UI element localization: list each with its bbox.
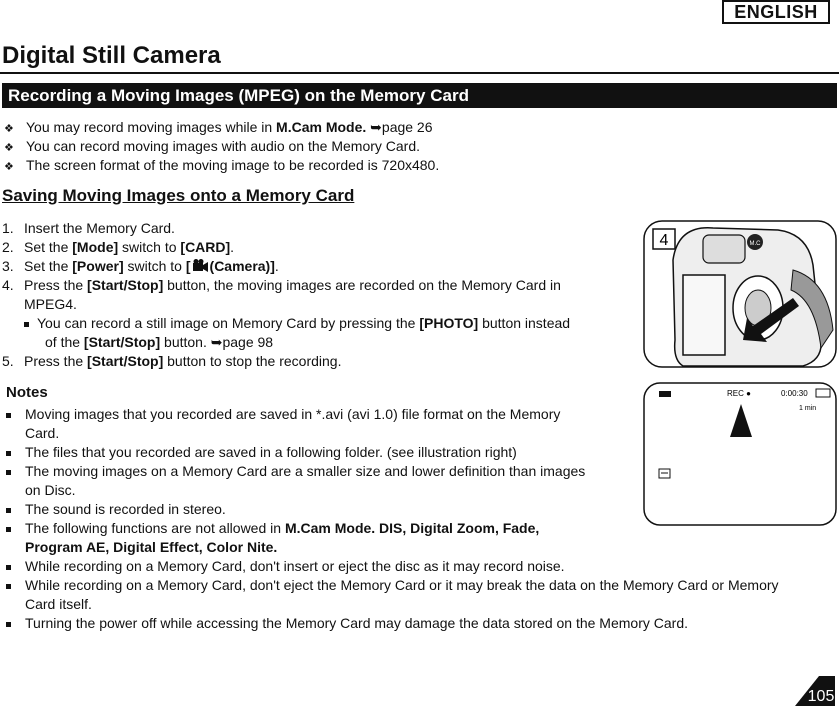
section-title-bar: Recording a Moving Images (MPEG) on the Memory Card [2,83,837,108]
diamond-bullet-icon: ❖ [4,142,14,154]
note-item-continued: Card itself. [25,596,92,612]
dial-label: M.C [749,241,761,247]
intro-list [4,118,439,175]
step-item: 5. Press the [Start/Stop] button to stop the recording. [2,353,342,369]
time-counter: 0:00:30 [781,389,808,398]
square-bullet-icon [6,527,11,532]
memory-card-icon [816,389,830,397]
square-bullet-icon [6,565,11,570]
intro-item: ❖ You can record moving images with audio on the Memory Card. [4,137,439,156]
square-bullet-icon [6,470,11,475]
intro-item: ❖ The screen format of the moving image to be recorded is 720x480. [4,156,439,175]
note-item-continued: Program AE, Digital Effect, Color Nite. [25,539,278,555]
step-number-label: 4 [659,232,669,249]
step-subitem: You can record a still image on Memory Card by pressing the [PHOTO] button instead [2,314,570,333]
language-badge: ENGLISH [722,0,830,24]
diamond-bullet-icon: ❖ [4,161,14,173]
note-item: Turning the power off while accessing the Memory Card may damage the data stored on the Memory Card. [4,614,779,633]
movie-camera-icon [193,259,208,272]
note-item-continued: Card. [25,425,60,441]
note-item: The following functions are not allowed in M.Cam Mode. DIS, Digital Zoom, Fade, [4,519,779,538]
notes-title: Notes [6,384,48,401]
page-number-badge [795,676,835,706]
square-bullet-icon [6,508,11,513]
battery-icon [659,391,671,397]
step-item: 4. Press the [Start/Stop] button, the moving images are recorded on the Memory Card in [2,277,561,293]
step-item: 2. Set the [Mode] switch to [CARD]. [2,239,235,255]
note-item: While recording on a Memory Card, don't insert or eject the disc as it may record noise. [4,557,779,576]
camcorder-illustration [643,220,837,368]
square-bullet-icon [6,413,11,418]
note-item: The moving images on a Memory Card are a smaller size and lower definition than images [4,462,779,481]
steps-list [2,219,570,371]
step-subitem-continued: of the [Start/Stop] button. ➥page 98 [45,334,274,350]
square-bullet-icon [24,322,29,327]
step-item: 1. Insert the Memory Card. [2,220,175,236]
diamond-bullet-icon: ❖ [4,123,14,135]
page-title: Digital Still Camera [2,42,221,69]
note-item: The files that you recorded are saved in a following folder. (see illustration right) [4,443,779,462]
note-item-continued: on Disc. [25,482,76,498]
note-item: The sound is recorded in stereo. [4,500,779,519]
page-number: 105 [807,688,835,705]
rec-indicator: REC ● [727,389,751,398]
step-item-continued: MPEG4. [24,296,77,312]
lcd-screen-illustration [643,382,837,526]
intro-item: ❖ You may record moving images while in M.Cam Mode. ➥page 26 [4,118,439,137]
subsection-title: Saving Moving Images onto a Memory Card [2,186,355,205]
note-item: Moving images that you recorded are saved in *.avi (avi 1.0) file format on the Memory [4,405,779,424]
square-bullet-icon [6,451,11,456]
square-bullet-icon [6,584,11,589]
title-rule [0,72,839,74]
square-bullet-icon [6,622,11,627]
remaining-time: 1 min [799,405,817,412]
note-item: While recording on a Memory Card, don't eject the Memory Card or it may break the data on the Memory Card or Memory [4,576,779,595]
step-item: 3. Set the [Power] switch to [ (Camera)]. [2,258,279,274]
